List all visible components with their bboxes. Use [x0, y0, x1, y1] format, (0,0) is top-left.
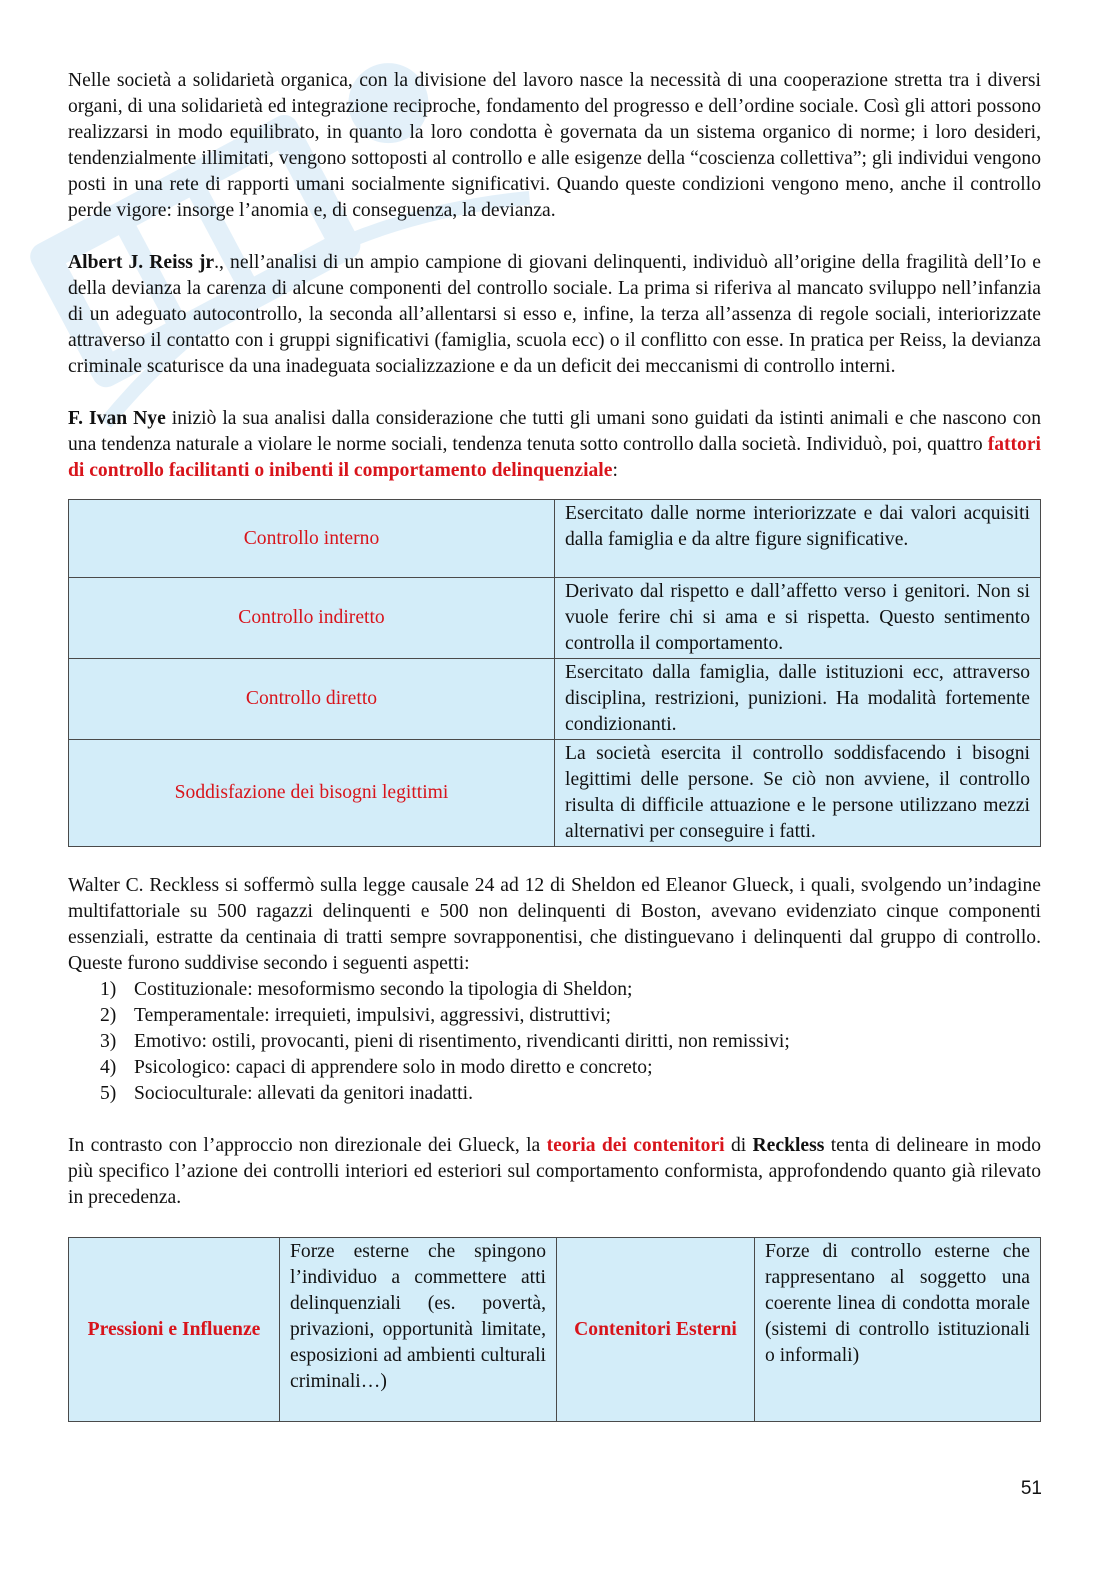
- paragraph-reiss: [68, 250, 1041, 380]
- paragraph-containment-text: di: [724, 1135, 753, 1156]
- paragraph-nye-end: :: [612, 460, 618, 481]
- aspects-list: [68, 977, 1041, 1107]
- table-row: [69, 578, 1041, 659]
- table-row: [69, 1238, 1041, 1422]
- list-item: [68, 1029, 1041, 1055]
- paragraph-nye-text: iniziò la sua analisi dalla considerazione che tutti gli umani sono guidati da istinti animali e che nascono con una tendenza naturale a violare le norme sociali, tendenza tenuta sotto controllo dalla società. Individuò, poi, quattro: [68, 408, 1041, 455]
- paragraph-durkheim: Nelle società a solidarietà organica, con la divisione del lavoro nasce la necessità di una cooperazione stretta tra i diversi organi, di una solidarietà ed integrazione reciproche, fondamento del progresso e dell’ordine sociale. Così gli attori possono realizzarsi in modo equilibrato, in quanto la loro condotta è governata da un sistema organico di norme; i loro desideri, tendenzialmente illimitati, vengono sottoposti al controllo e alle esigenze della “coscienza collettiva”; gli individui vengono posti in una rete di rapporti umani socialmente significativi. Quando queste condizioni vengono meno, anche il controllo perde vigore: insorge l’anomia e, di conseguenza, la devianza.: [68, 70, 1041, 221]
- factor-description: Derivato dal rispetto e dall’affetto verso i genitori. Non si vuole ferire chi si ama e si rispetta. Questo sentimento controlla il comportamento.: [555, 578, 1041, 659]
- pressures-label: Pressioni e Influenze: [69, 1238, 280, 1422]
- external-containers-description: Forze di controllo esterne che rappresentano al soggetto una coerente linea di condotta morale (sistemi di controllo istituzionali o informali): [755, 1238, 1041, 1422]
- paragraph-containment: [68, 1133, 1041, 1211]
- paragraph-containment-text: In contrasto con l’approccio non direzionale dei Glueck, la: [68, 1135, 547, 1156]
- factor-label: Controllo diretto: [69, 659, 555, 740]
- list-text: Psicologico: capaci di apprendere solo in modo diretto e concreto;: [134, 1057, 653, 1078]
- list-item: [68, 1003, 1041, 1029]
- list-text: Socioculturale: allevati da genitori inadatti.: [134, 1083, 473, 1104]
- list-number: 4): [100, 1057, 117, 1078]
- list-number: 5): [100, 1083, 117, 1104]
- containment-table: [68, 1237, 1041, 1422]
- list-number: 3): [100, 1031, 117, 1052]
- list-item: [68, 1055, 1041, 1081]
- factor-label: Soddisfazione dei bisogni legittimi: [69, 740, 555, 847]
- list-text: Temperamentale: irrequieti, impulsivi, aggressivi, distruttivi;: [134, 1005, 611, 1026]
- author-reckless: Reckless: [752, 1135, 825, 1156]
- author-reiss: Albert J. Reiss jr: [68, 252, 215, 273]
- page-number: 51: [1020, 1478, 1042, 1499]
- external-containers-label: Contenitori Esterni: [557, 1238, 755, 1422]
- list-text: Emotivo: ostili, provocanti, pieni di risentimento, rivendicanti diritti, non remissivi;: [134, 1031, 790, 1052]
- control-factors-table: [68, 499, 1041, 847]
- list-item: [68, 1081, 1041, 1107]
- table-row: [69, 500, 1041, 578]
- list-text: Costituzionale: mesoformismo secondo la tipologia di Sheldon;: [134, 979, 633, 1000]
- page-content: [68, 68, 1041, 1422]
- factor-label: Controllo interno: [69, 500, 555, 578]
- factor-description: Esercitato dalla famiglia, dalle istituzioni ecc, attraverso disciplina, restrizioni, punizioni. Ha modalità fortemente condizionanti.: [555, 659, 1041, 740]
- pressures-description: Forze esterne che spingono l’individuo a commettere atti delinquenziali (es. povertà, privazioni, opportunità limitate, esposizioni ad ambienti culturali criminali…): [280, 1238, 557, 1422]
- paragraph-containment-text: tenta di delineare in modo più specifico l’azione dei controlli interiori ed esteriori sul comportamento conformista, approfondendo quanto già rilevato in precedenza.: [68, 1135, 1041, 1208]
- factor-label: Controllo indiretto: [69, 578, 555, 659]
- factor-description: La società esercita il controllo soddisfacendo i bisogni legittimi delle persone. Se ciò non avviene, il controllo risulta di difficile attuazione e le persone utilizzano mezzi alternativi per conseguire i fatti.: [555, 740, 1041, 847]
- highlight-control-factors: fattori di controllo facilitanti o inibenti il comportamento delinquenziale: [68, 434, 1041, 481]
- list-number: 1): [100, 979, 117, 1000]
- table-row: [69, 740, 1041, 847]
- list-number: 2): [100, 1005, 117, 1026]
- factor-description: Esercitato dalle norme interiorizzate e dai valori acquisiti dalla famiglia e da altre figure significative.: [555, 500, 1041, 578]
- author-nye: F. Ivan Nye: [68, 408, 166, 429]
- table-row: [69, 659, 1041, 740]
- paragraph-reckless: Walter C. Reckless si soffermò sulla legge causale 24 ad 12 di Sheldon ed Eleanor Glueck, i quali, svolgendo un’indagine multifattoriale su 500 ragazzi delinquenti e 500 non delinquenti di Boston, avevano evidenziato cinque componenti essenziali, estratte da centinaia di tratti sempre sovrapponentisi, che distinguevano i delinquenti dal gruppo di controllo. Queste furono suddivise secondo i seguenti aspetti:: [68, 875, 1041, 974]
- list-item: [68, 977, 1041, 1003]
- paragraph-nye: [68, 406, 1041, 484]
- paragraph-reiss-text: ., nell’analisi di un ampio campione di giovani delinquenti, individuò all’origine della fragilità dell’Io e della devianza la carenza di alcune componenti del controllo sociale. La prima si riferiva al mancato sviluppo nell’infanzia di un adeguato autocontrollo, la seconda all’allentarsi si esso e, infine, la terza all’assenza di regole sociali, interiorizzate attraverso il contatto con i gruppi significativi (famiglia, scuola ecc) o il conflitto con esse. In pratica per Reiss, la devianza criminale scaturisce da una inadeguata socializzazione e da un deficit dei meccanismi di controllo interni.: [68, 252, 1041, 377]
- highlight-containment-theory: teoria dei contenitori: [546, 1135, 725, 1156]
